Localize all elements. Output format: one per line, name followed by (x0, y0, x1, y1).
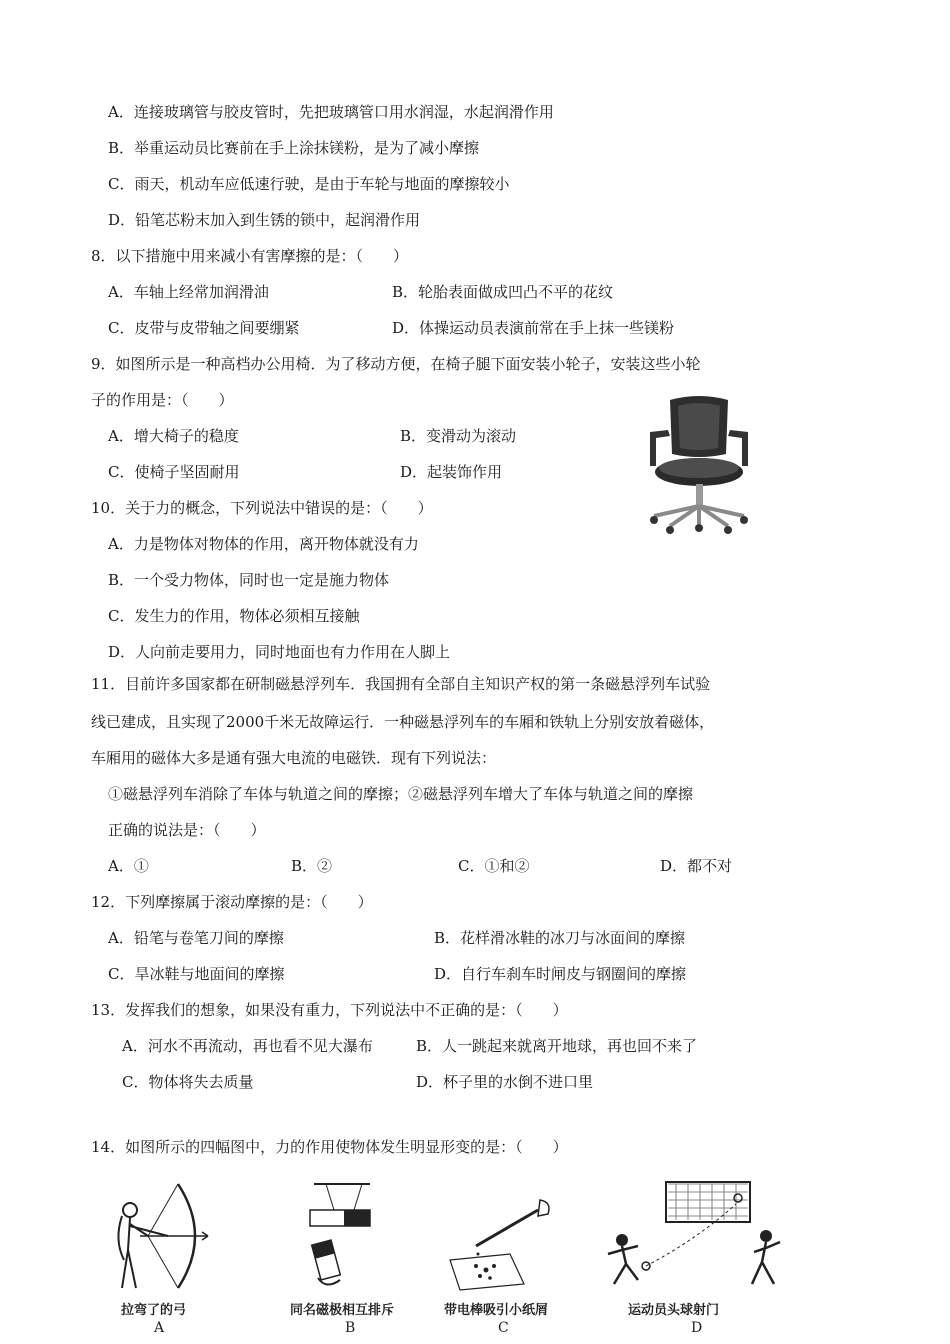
q11-stem-line4: ①磁悬浮列车消除了车体与轨道之间的摩擦；②磁悬浮列车增大了车体与轨道之间的摩擦 (108, 785, 694, 803)
q11-option-d: D．都不对 (660, 857, 733, 875)
q10-option-a: A．力是物体对物体的作用，离开物体就没有力 (108, 535, 419, 553)
header-goal-figure (606, 1180, 786, 1292)
q9-stem-line1: 9．如图所示是一种高档办公用椅．为了移动方便，在椅子腿下面安装小轮子，安装这些小轮 (91, 355, 701, 373)
office-chair-figure (640, 392, 758, 536)
figure-b-caption: 同名磁极相互排斥 (290, 1303, 395, 1318)
q8-stem: 8．以下措施中用来减小有害摩擦的是：（ ） (91, 247, 409, 265)
q13-option-d: D．杯子里的水倒不进口里 (416, 1073, 594, 1091)
figure-c-caption: 带电棒吸引小纸屑 (444, 1303, 549, 1318)
q13-stem: 13．发挥我们的想象，如果没有重力，下列说法中不正确的是：（ ） (91, 1001, 568, 1019)
q12-option-d: D．自行车刹车时闸皮与钢圈间的摩擦 (434, 965, 687, 983)
q9-option-b: B．变滑动为滚动 (400, 427, 517, 445)
magnets-figure (300, 1180, 400, 1292)
q11-option-a: A．① (108, 857, 149, 875)
figure-a-letter: A (154, 1320, 165, 1336)
q9-option-d: D．起装饰作用 (400, 463, 503, 481)
q10-option-b: B．一个受力物体，同时也一定是施力物体 (108, 571, 390, 589)
q7-option-b: B．举重运动员比赛前在手上涂抹镁粉，是为了减小摩擦 (108, 139, 480, 157)
q10-option-d: D．人向前走要用力，同时地面也有力作用在人脚上 (108, 643, 451, 661)
q11-stem-line3: 车厢用的磁体大多是通有强大电流的电磁铁．现有下列说法： (91, 749, 497, 767)
q11-stem-line1: 11．目前许多国家都在研制磁悬浮列车．我国拥有全部自主知识产权的第一条磁悬浮列车试验 (91, 675, 711, 693)
q9-option-a: A．增大椅子的稳度 (108, 427, 239, 445)
q12-option-c: C．旱冰鞋与地面间的摩擦 (108, 965, 285, 983)
q8-option-c: C．皮带与皮带轴之间要绷紧 (108, 319, 300, 337)
q9-stem-line2: 子的作用是：（ ） (91, 391, 234, 409)
q8-option-a: A．车轴上经常加润滑油 (108, 283, 269, 301)
q11-option-b: B．② (291, 857, 333, 875)
q13-option-a: A．河水不再流动，再也看不见大瀑布 (122, 1037, 373, 1055)
q11-option-c: C．①和② (458, 857, 530, 875)
q11-stem-line5: 正确的说法是：（ ） (108, 821, 266, 839)
q12-stem: 12．下列摩擦属于滚动摩擦的是：（ ） (91, 893, 373, 911)
q11-stem-line2: 线已建成，且实现了2000千米无故障运行．一种磁悬浮列车的车厢和铁轨上分别安放着磁体， (91, 713, 715, 731)
q12-option-a: A．铅笔与卷笔刀间的摩擦 (108, 929, 284, 947)
q7-option-c: C．雨天，机动车应低速行驶，是由于车轮与地面的摩擦较小 (108, 175, 510, 193)
q7-option-d: D．铅笔芯粉末加入到生锈的锁中，起润滑作用 (108, 211, 421, 229)
q14-stem: 14．如图所示的四幅图中，力的作用使物体发生明显形变的是：（ ） (91, 1138, 568, 1156)
bow-figure (108, 1180, 218, 1292)
q12-option-b: B．花样滑冰鞋的冰刀与冰面间的摩擦 (434, 929, 686, 947)
figure-b-letter: B (345, 1320, 356, 1336)
figure-d-caption: 运动员头球射门 (628, 1303, 720, 1318)
q7-option-a: A．连接玻璃管与胶皮管时，先把玻璃管口用水润湿，水起润滑作用 (108, 103, 554, 121)
q10-stem: 10．关于力的概念，下列说法中错误的是：（ ） (91, 499, 433, 517)
charged-rod-figure (440, 1180, 560, 1292)
q8-option-d: D．体操运动员表演前常在手上抹一些镁粉 (392, 319, 675, 337)
q13-option-b: B．人一跳起来就离开地球，再也回不来了 (416, 1037, 698, 1055)
figure-d-letter: D (691, 1320, 703, 1336)
figure-c-letter: C (498, 1320, 509, 1336)
figure-a-caption: 拉弯了的弓 (121, 1303, 187, 1318)
q9-option-c: C．使椅子坚固耐用 (108, 463, 240, 481)
q13-option-c: C．物体将失去质量 (122, 1073, 254, 1091)
q10-option-c: C．发生力的作用，物体必须相互接触 (108, 607, 360, 625)
q8-option-b: B．轮胎表面做成凹凸不平的花纹 (392, 283, 614, 301)
